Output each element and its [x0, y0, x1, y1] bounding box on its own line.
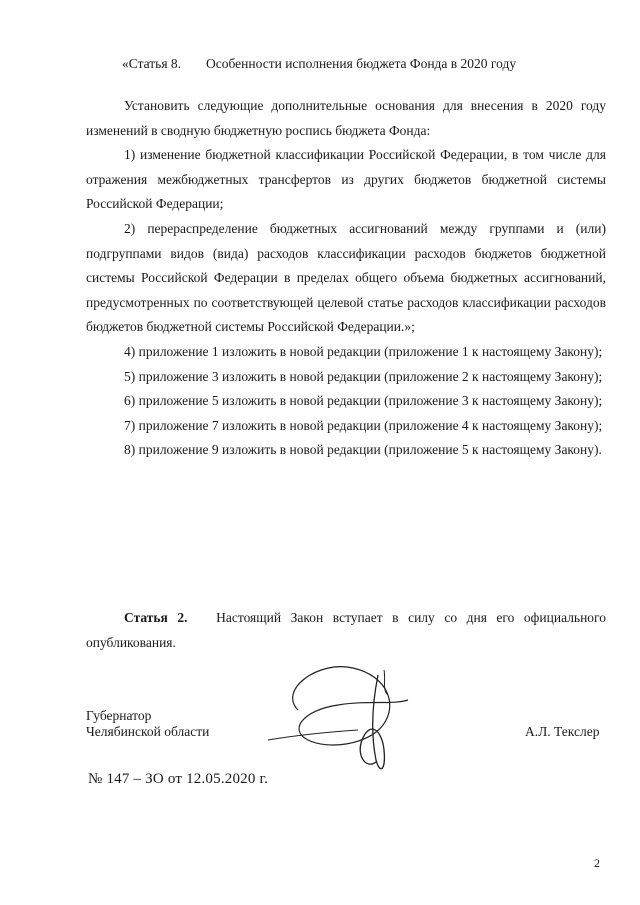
paragraph-item-8: 8) приложение 9 изложить в новой редакции (приложение 5 к настоящему Закону). — [124, 442, 602, 458]
article-2 — [86, 606, 606, 655]
article-2-label: Статья 2. — [124, 610, 188, 625]
article-2-paragraph — [86, 606, 606, 655]
signer-name: А.Л. Текслер — [525, 724, 600, 739]
handwritten-signature — [258, 650, 418, 780]
law-number: № 147 – ЗО от 12.05.2020 г. — [88, 771, 269, 787]
paragraph-item-2: 2) перераспределение бюджетных ассигнований между группами и (или) подгруппами видов (вида) расходов классификации расходов бюджетов бюджетной системы Российской Федерации в пределах общего объема бюджетных ассигнований, предусмотренных по соответствующей целевой статье расходов классификации расходов бюджетов бюджетной системы Российской Федерации.»; — [86, 220, 606, 335]
governor-position — [86, 708, 209, 740]
position-line-1: Губернатор — [86, 708, 152, 723]
page-number: 2 — [594, 856, 600, 870]
paragraph-item-1: 1) изменение бюджетной классификации Российской Федерации, в том числе для отражения межбюджетных трансфертов из других бюджетов бюджетной системы Российской Федерации; — [86, 147, 606, 212]
paragraph-item-4: 4) приложение 1 изложить в новой редакции (приложение 1 к настоящему Закону); — [124, 343, 603, 359]
paragraph-item-5: 5) приложение 3 изложить в новой редакции (приложение 2 к настоящему Закону); — [124, 368, 603, 384]
article-8-title — [122, 56, 516, 72]
article-8-heading: Особенности исполнения бюджета Фонда в 2020 году — [206, 56, 517, 71]
position-line-2: Челябинской области — [86, 724, 210, 739]
article-8-number: «Статья 8. — [122, 56, 182, 71]
paragraph-intro: Установить следующие дополнительные основания для внесения в 2020 году изменений в сводную бюджетную роспись бюджета Фонда: — [86, 98, 606, 138]
paragraph-item-7: 7) приложение 7 изложить в новой редакции (приложение 4 к настоящему Закону); — [124, 417, 603, 433]
article-8-body — [86, 94, 606, 463]
article-2-text: Настоящий Закон вступает в силу со дня его официального опубликования. — [86, 610, 607, 650]
paragraph-item-6: 6) приложение 5 изложить в новой редакции (приложение 3 к настоящему Закону); — [124, 393, 603, 409]
